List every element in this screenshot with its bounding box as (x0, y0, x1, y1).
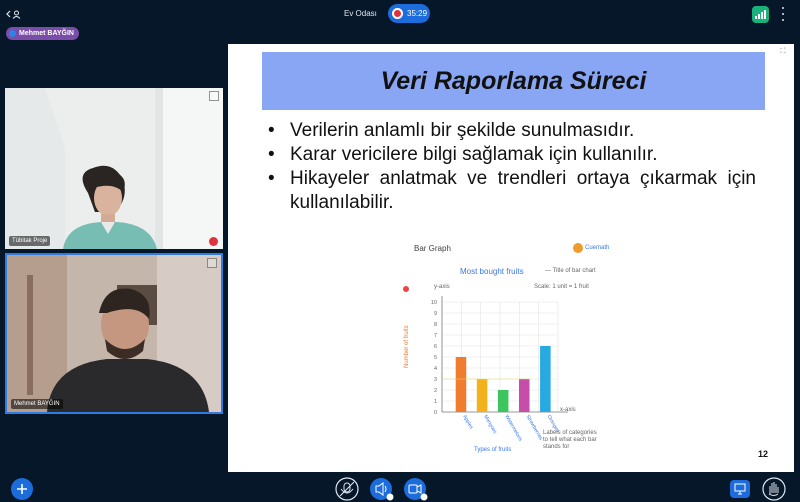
fullscreen-icon[interactable]: ⛶ (780, 48, 786, 55)
shared-presentation (228, 44, 794, 472)
y-tick-label: 8 (433, 322, 437, 328)
microphone-button[interactable] (336, 478, 358, 500)
signal-bar-icon (761, 12, 763, 19)
mic-muted-icon (209, 237, 218, 246)
scale-annotation: Scale: 1 unit = 1 fruit (534, 284, 589, 290)
x-tick-label: Watermelons (503, 414, 524, 443)
top-bar (0, 0, 800, 28)
recording-button[interactable] (388, 4, 430, 23)
slide-bullets (268, 119, 756, 215)
leave-room-button[interactable] (6, 7, 22, 21)
bar (477, 379, 488, 412)
add-button[interactable] (11, 478, 33, 500)
y-tick-label: 4 (433, 366, 437, 372)
y-tick-label: 10 (430, 300, 437, 306)
slide-number: 12 (757, 449, 768, 459)
chevron-left-icon (6, 10, 11, 18)
participant-video (5, 88, 223, 249)
video-tile-active-speaker[interactable] (5, 253, 223, 414)
y-tick-label: 9 (433, 311, 437, 317)
more-options-button[interactable] (780, 7, 786, 21)
y-tick-label: 2 (433, 388, 437, 394)
x-tick-label: Apples (461, 414, 475, 431)
signal-bar-icon (764, 10, 766, 19)
signal-bar-icon (755, 16, 757, 19)
y-axis-title: Number of fruits (404, 325, 410, 368)
logo-text: Cuemath (585, 245, 610, 251)
bullet-item: • Verilerin anlamlı bir şekilde sunulmasıdır. (268, 119, 756, 143)
audio-button[interactable] (370, 478, 394, 501)
bullet-item: • Hikayeler anlatmak ve trendleri ortaya çıkarmak için kullanılabilir. (268, 167, 756, 215)
y-tick-label: 5 (433, 355, 437, 361)
presenter-icon (9, 30, 16, 37)
y-axis-marker: y-axis (434, 284, 450, 290)
record-icon (392, 8, 403, 19)
x-tick-label: Strawberries (524, 414, 544, 442)
category-annotation: Labels of categories to tell what each bar stands for (543, 430, 597, 450)
bar-graph-figure (404, 240, 628, 462)
bullet-item: • Karar vericilere bilgi sağlamak için kullanılır. (268, 143, 756, 167)
bar-chart (408, 240, 628, 462)
video-tile[interactable] (5, 88, 223, 249)
presenter-badge[interactable] (6, 27, 79, 40)
room-title: Ev Odası (344, 9, 377, 18)
y-tick-label: 3 (433, 377, 437, 383)
x-axis-marker: x-axis (560, 407, 576, 413)
bar (540, 346, 551, 412)
x-axis-title: Types of fruits (474, 447, 512, 453)
share-screen-button[interactable] (730, 480, 750, 498)
participant-name: Tübitak Proje (9, 236, 50, 246)
connection-status-button[interactable] (752, 6, 769, 23)
bar (519, 379, 530, 412)
title-annotation: — Title of bar chart (545, 268, 596, 274)
graph-heading: Bar Graph (414, 244, 451, 253)
x-tick-label: Mangoes (482, 414, 498, 435)
x-tick-label: Oranges (545, 414, 561, 434)
participant-video (7, 255, 221, 412)
y-tick-label: 1 (433, 399, 437, 405)
camera-button[interactable] (404, 478, 428, 501)
presenter-name: Mehmet BAYĞIN (19, 30, 74, 37)
bar (498, 390, 509, 412)
expand-icon[interactable] (209, 91, 219, 101)
y-tick-label: 7 (433, 333, 437, 339)
signal-bar-icon (758, 14, 760, 19)
participant-name: Mehmet BAYĞIN (11, 399, 63, 409)
chart-title: Most bought fruits (460, 267, 524, 276)
bar (456, 357, 467, 412)
slide-title-bar (262, 52, 765, 110)
expand-icon[interactable] (207, 258, 217, 268)
y-tick-label: 6 (433, 344, 437, 350)
user-icon (12, 10, 21, 19)
slide-title: Veri Raporlama Süreci (380, 66, 647, 95)
recording-timer: 35:29 (407, 9, 428, 18)
raise-hand-button[interactable] (763, 478, 785, 500)
bottom-controls (0, 472, 800, 502)
y-tick-label: 0 (433, 410, 437, 416)
